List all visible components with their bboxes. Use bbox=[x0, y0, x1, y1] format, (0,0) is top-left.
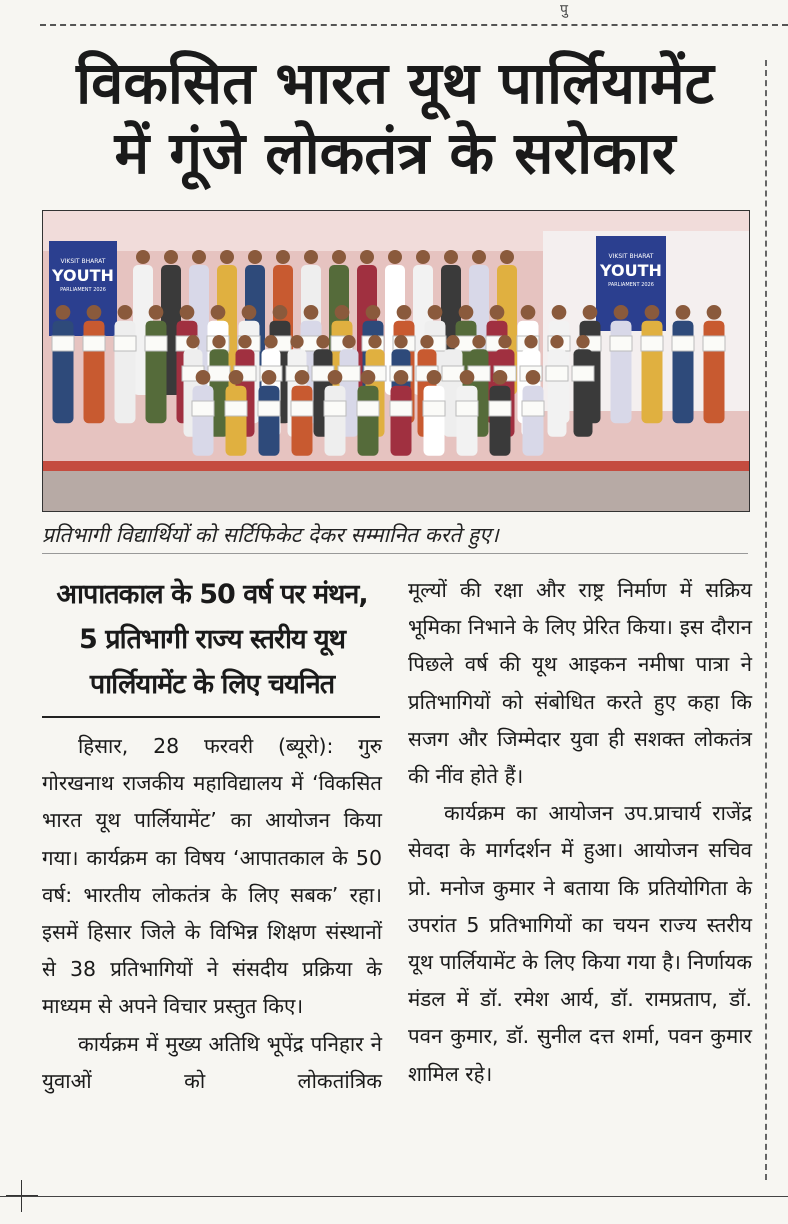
banner-text: VIKSIT BHARAT bbox=[60, 258, 106, 265]
person-head bbox=[328, 370, 343, 385]
crop-mark-icon bbox=[6, 1180, 38, 1212]
person-head bbox=[368, 335, 381, 348]
person-head bbox=[526, 370, 541, 385]
banner-text: VIKSIT BHARAT bbox=[608, 253, 654, 260]
person-head bbox=[521, 305, 536, 320]
person-head bbox=[295, 370, 310, 385]
subheadline-line: 5 प्रतिभागी राज्य स्तरीय यूथ bbox=[79, 624, 345, 655]
person-head bbox=[290, 335, 303, 348]
person-body bbox=[574, 349, 593, 437]
person-head bbox=[264, 335, 277, 348]
certificate bbox=[672, 336, 694, 351]
person-head bbox=[342, 335, 355, 348]
certificate bbox=[456, 401, 478, 416]
person-head bbox=[212, 335, 225, 348]
person-head bbox=[645, 305, 660, 320]
person-head bbox=[276, 250, 290, 264]
person-head bbox=[446, 335, 459, 348]
person-head bbox=[335, 305, 350, 320]
person-head bbox=[238, 335, 251, 348]
certificate bbox=[192, 401, 214, 416]
article-paragraph: कार्यक्रम में मुख्य अतिथि भूपेंद्र पनिहार ने युवाओं को लोकतांत्रिक bbox=[42, 1031, 382, 1093]
article-paragraph: हिसार, 28 फरवरी (ब्यूरो): गुरु गोरखनाथ राजकीय महाविद्यालय में ‘विकसित भारत यूथ पार्लियामेंट’ का आयोजन किया गया। कार्यक्रम का विषय ‘आपातकाल के 50 वर्ष: भारतीय लोकतंत्र के लिए सबक’ रहा। इसमें हिसार जिले के विभिन्न शिक्षण संस्थानों से 38 प्रतिभागियों ने संसदीय प्रक्रिया के माध्यम से अपने विचार प्रस्तुत किए। bbox=[42, 734, 382, 1019]
person-head bbox=[614, 305, 629, 320]
certificate bbox=[291, 401, 313, 416]
banner-text: PARLIAMENT 2026 bbox=[608, 282, 654, 288]
certificate bbox=[522, 401, 544, 416]
certificate bbox=[546, 366, 568, 381]
person-head bbox=[56, 305, 71, 320]
bottom-border bbox=[0, 1196, 788, 1197]
person-head bbox=[490, 305, 505, 320]
banner-text: YOUTH bbox=[600, 261, 662, 280]
certificate bbox=[357, 401, 379, 416]
person-head bbox=[149, 305, 164, 320]
person-head bbox=[87, 305, 102, 320]
certificate bbox=[641, 336, 663, 351]
person-head bbox=[304, 250, 318, 264]
person-head bbox=[211, 305, 226, 320]
person-body bbox=[457, 386, 478, 456]
certificate bbox=[390, 401, 412, 416]
person-body bbox=[490, 386, 511, 456]
person-body bbox=[358, 386, 379, 456]
article-paragraph: कार्यक्रम का आयोजन उप.प्राचार्य राजेंद्र सेवदा के मार्गदर्शन में हुआ। आयोजन सचिव प्रो. मनोज कुमार ने बताया कि प्रतियोगिता के उपरांत 5 प्रतिभागियों का चयन राज्य स्तरीय यूथ पार्लियामेंट के लिए किया गया है। निर्णायक मंडल में डॉ. रमेश आर्य, डॉ. रामप्रताप, डॉ. पवन कुमार, डॉ. सुनील दत्त शर्मा, पवन कुमार शामिल रहे। bbox=[408, 801, 752, 1086]
person-head bbox=[459, 305, 474, 320]
group-photo-illustration bbox=[43, 211, 749, 511]
subheadline bbox=[38, 572, 386, 707]
person-body bbox=[391, 386, 412, 456]
headline-line: में गूंजे लोकतंत्र के सरोकार bbox=[114, 119, 676, 187]
banner-text: PARLIAMENT 2026 bbox=[60, 287, 106, 293]
person-head bbox=[460, 370, 475, 385]
subheadline-line: आपातकाल के 50 वर्ष पर मंथन, bbox=[56, 579, 368, 610]
person-body bbox=[548, 349, 567, 437]
certificate bbox=[114, 336, 136, 351]
article-column-right bbox=[408, 572, 752, 1093]
person-head bbox=[304, 305, 319, 320]
person-head bbox=[427, 370, 442, 385]
person-head bbox=[332, 250, 346, 264]
person-head bbox=[707, 305, 722, 320]
person-head bbox=[316, 335, 329, 348]
column-divider bbox=[765, 60, 767, 1180]
certificate bbox=[258, 401, 280, 416]
person-head bbox=[248, 250, 262, 264]
person-head bbox=[498, 335, 511, 348]
person-head bbox=[550, 335, 563, 348]
person-head bbox=[229, 370, 244, 385]
person-head bbox=[500, 250, 514, 264]
person-head bbox=[676, 305, 691, 320]
photo-caption: प्रतिभागी विद्यार्थियों को सर्टिफिकेट देकर सम्मानित करते हुए। bbox=[42, 517, 748, 554]
person-body bbox=[424, 386, 445, 456]
person-body bbox=[523, 386, 544, 456]
person-body bbox=[193, 386, 214, 456]
person-head bbox=[360, 250, 374, 264]
certificate bbox=[703, 336, 725, 351]
person-head bbox=[196, 370, 211, 385]
person-head bbox=[583, 305, 598, 320]
article-paragraph: मूल्यों की रक्षा और राष्ट्र निर्माण में सक्रिय भूमिका निभाने के लिए प्रेरित किया। इस दौरान पिछले वर्ष की यूथ आइकन नमीषा पात्रा ने प्रतिभागियों को संबोधित करते हुए कहा कि सजग और जिम्मेदार युवा ही सशक्त लोकतंत्र की नींव होते हैं। bbox=[408, 578, 752, 789]
certificate bbox=[83, 336, 105, 351]
person-head bbox=[472, 335, 485, 348]
person-head bbox=[180, 305, 195, 320]
person-head bbox=[361, 370, 376, 385]
top-divider bbox=[40, 24, 788, 26]
person-head bbox=[420, 335, 433, 348]
person-head bbox=[552, 305, 567, 320]
person-head bbox=[472, 250, 486, 264]
person-head bbox=[242, 305, 257, 320]
person-head bbox=[220, 250, 234, 264]
certificate bbox=[572, 366, 594, 381]
person-head bbox=[192, 250, 206, 264]
person-head bbox=[493, 370, 508, 385]
person-head bbox=[186, 335, 199, 348]
person-body bbox=[226, 386, 247, 456]
certificate bbox=[52, 336, 74, 351]
certificate bbox=[489, 401, 511, 416]
person-head bbox=[524, 335, 537, 348]
certificate bbox=[324, 401, 346, 416]
headline bbox=[30, 48, 760, 188]
banner-text: YOUTH bbox=[52, 266, 114, 285]
person-head bbox=[394, 335, 407, 348]
certificate bbox=[225, 401, 247, 416]
person-head bbox=[388, 250, 402, 264]
person-head bbox=[394, 370, 409, 385]
person-head bbox=[273, 305, 288, 320]
person-head bbox=[262, 370, 277, 385]
person-head bbox=[136, 250, 150, 264]
person-head bbox=[576, 335, 589, 348]
person-body bbox=[292, 386, 313, 456]
subheadline-line: पार्लियामेंट के लिए चयनित bbox=[89, 669, 335, 700]
headline-line: विकसित भारत यूथ पार्लियामेंट bbox=[76, 49, 714, 117]
person-body bbox=[325, 386, 346, 456]
subheadline-rule bbox=[42, 716, 380, 718]
certificate bbox=[208, 366, 230, 381]
certificate bbox=[423, 401, 445, 416]
certificate bbox=[145, 336, 167, 351]
top-fragment: पु bbox=[560, 2, 568, 18]
certificate bbox=[610, 336, 632, 351]
person-head bbox=[397, 305, 412, 320]
news-photo bbox=[42, 210, 750, 512]
person-head bbox=[444, 250, 458, 264]
person-head bbox=[366, 305, 381, 320]
person-head bbox=[118, 305, 133, 320]
person-head bbox=[164, 250, 178, 264]
person-body bbox=[259, 386, 280, 456]
person-head bbox=[416, 250, 430, 264]
person-head bbox=[428, 305, 443, 320]
article-column-left bbox=[42, 728, 382, 1100]
